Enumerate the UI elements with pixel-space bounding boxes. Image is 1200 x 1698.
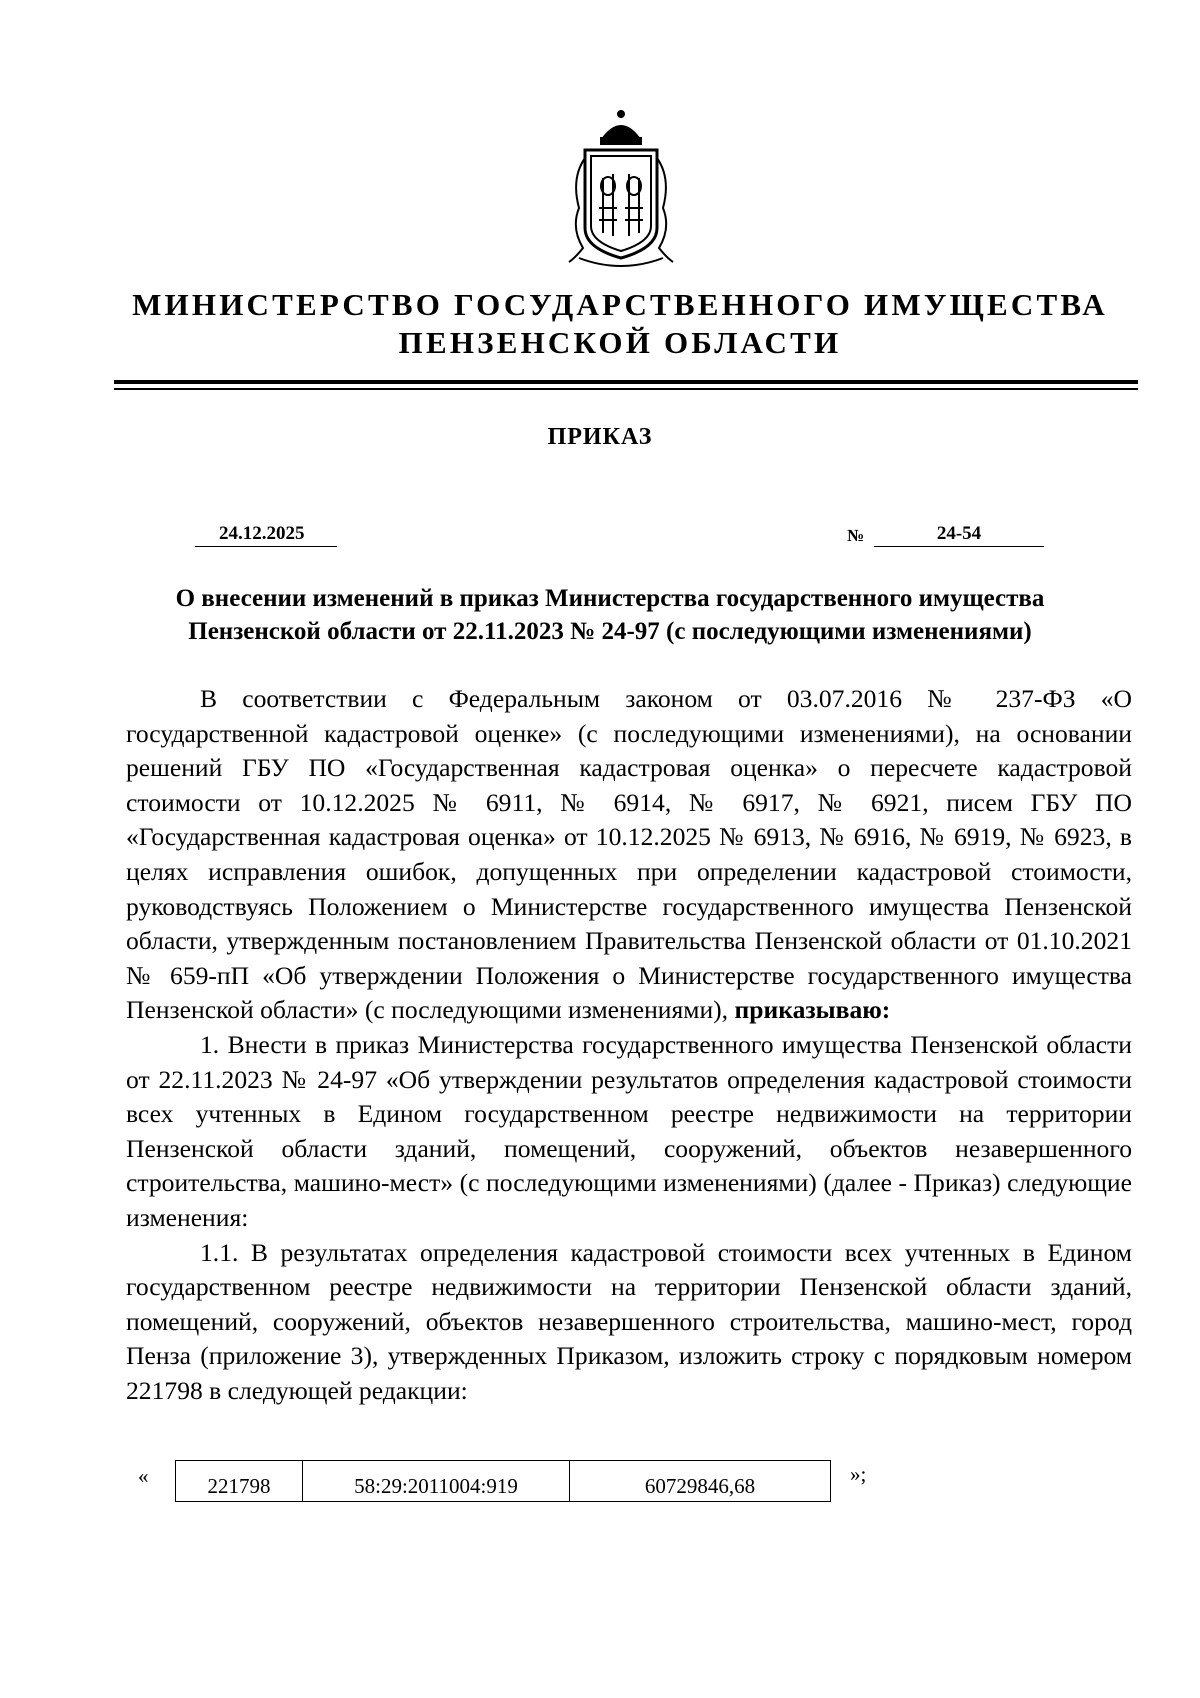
body-text xyxy=(126,682,1132,1408)
document-date xyxy=(195,522,337,547)
ministry-title-line1: МИНИСТЕРСТВО ГОСУДАРСТВЕННОГО ИМУЩЕСТВА xyxy=(132,287,1108,322)
cell-cadastral-value: 60729846,68 xyxy=(570,1461,831,1502)
order-word: приказываю: xyxy=(734,995,891,1025)
cell-row-number: 221798 xyxy=(176,1461,303,1502)
document-date-value: 24.12.2025 xyxy=(219,523,305,544)
preamble-text: В соответствии с Федеральным законом от 03.07.2016 № 237-ФЗ «О государственной кадастровой оценке» (с последующими изменениями), на основании решений ГБУ ПО «Государственная кадастровая оценка» о пересчете кадастровой стоимости от 10.12.2025 № 6911, № 6914, № 6917, № 6921, писем ГБУ ПО «Государственная кадастровая оценка» от 10.12.2025 № 6913, № 6916, № 6919, № 6923, в целях исправления ошибок, допущенных при определении кадастровой стоимости, руководствуясь Положением о Министерстве государственного имущества Пензенской области, утвержденным постановлением Правительства Пензенской области от 01.10.2021 № 659-пП «Об утверждении Положения о Министерстве государственного имущества Пензенской области» (с последующими изменениями), xyxy=(126,684,1132,1025)
preamble-paragraph xyxy=(126,682,1132,1028)
quote-open: « xyxy=(138,1464,149,1488)
document-type-heading: ПРИКАЗ xyxy=(547,424,653,450)
number-sign: № xyxy=(847,526,865,545)
cell-cadastral-number: 58:29:2011004:919 xyxy=(303,1461,570,1502)
replacement-row xyxy=(0,1460,1200,1504)
coat-of-arms-emblem xyxy=(565,108,677,268)
item-1-1-paragraph: 1.1. В результатах определения кадастровой стоимости всех учтенных в Едином государственном реестре недвижимости на территории Пензенской области зданий, помещений, сооружений, объектов незавершенного строительства, машино-мест, город Пенза (приложение 3), утвержденных Приказом, изложить строку с порядковым номером 221798 в следующей редакции: xyxy=(126,1237,1132,1405)
subject-line1: О внесении изменений в приказ Министерства государственного имущества xyxy=(175,585,1045,612)
table-row xyxy=(176,1461,831,1502)
quote-close: »; xyxy=(850,1462,867,1486)
header-divider-thick xyxy=(114,380,1138,384)
result-table xyxy=(175,1460,831,1502)
header-divider-thin xyxy=(114,388,1138,390)
ministry-title-line2: ПЕНЗЕНСКОЙ ОБЛАСТИ xyxy=(398,325,842,360)
document-number: 24-54 xyxy=(874,522,1044,547)
subject-line2: Пензенской области от 22.11.2023 № 24-97 (с последующими изменениями) xyxy=(188,618,1032,645)
item-1-paragraph: 1. Внести в приказ Министерства государственного имущества Пензенской области от 22.11.2023 № 24-97 «Об утверждении результатов определения кадастровой стоимости всех учтенных в Едином государственном реестре недвижимости на территории Пензенской области зданий, помещений, сооружений, объектов незавершенного строительства, машино-мест» (с последующими изменениями) (далее - Приказ) следующие изменения: xyxy=(126,1029,1132,1232)
